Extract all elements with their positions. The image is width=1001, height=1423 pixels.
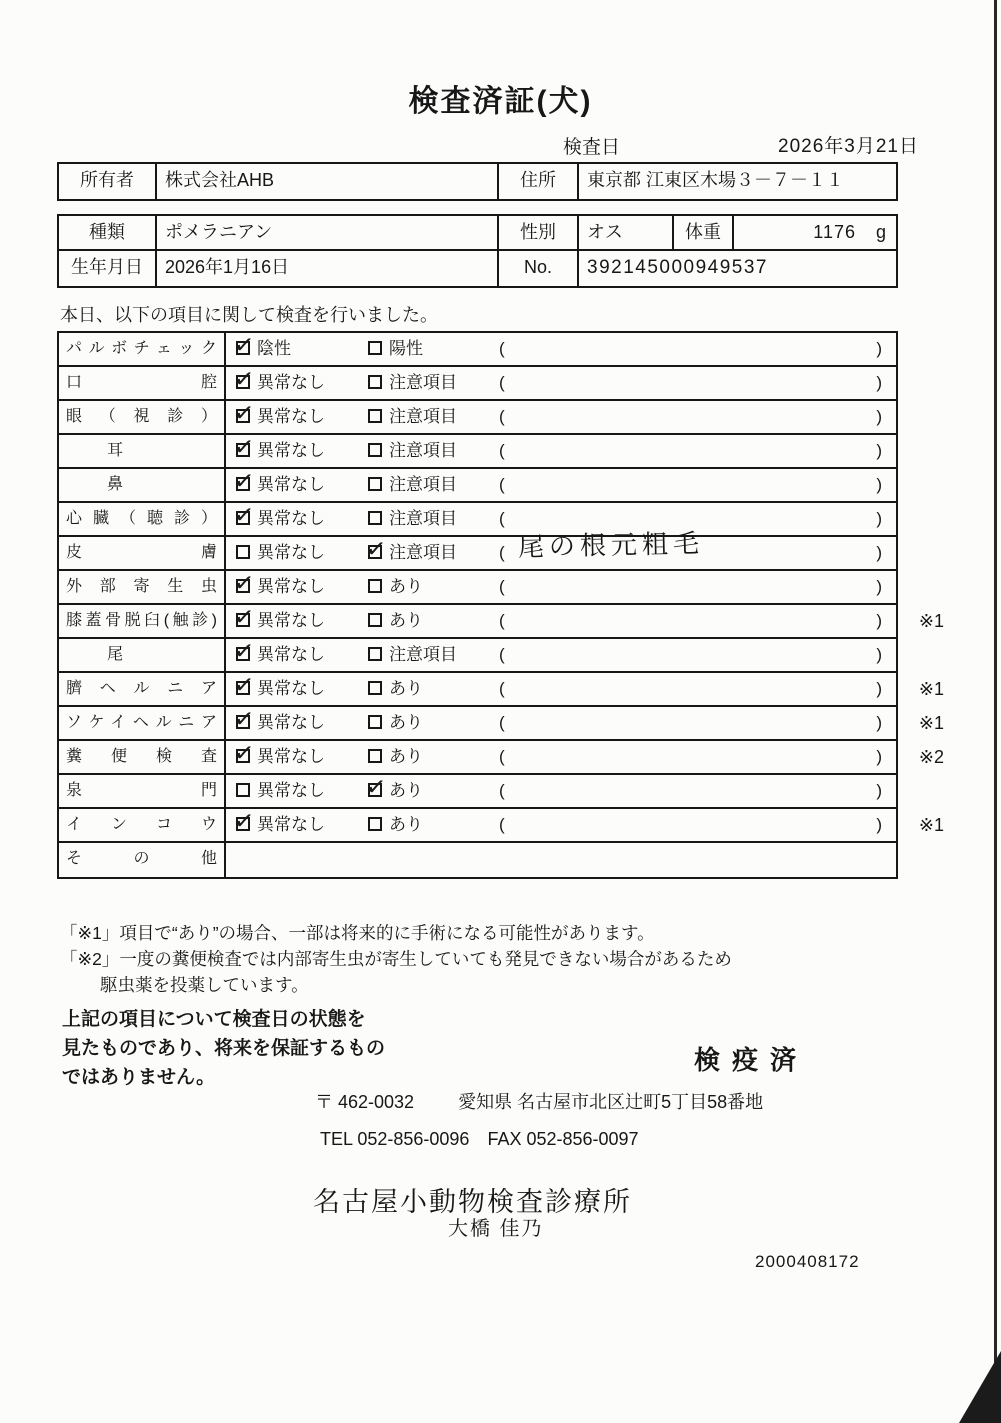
tel-number: TEL 052-856-0096 — [320, 1129, 470, 1149]
option1-label: 異常なし — [257, 577, 325, 596]
option2-label: あり — [389, 611, 423, 630]
option1-label: 異常なし — [257, 747, 325, 766]
item-label: 臍ヘルニア — [59, 673, 226, 705]
checkbox-icon — [368, 477, 382, 491]
item-label: 心臓（聴診） — [59, 503, 226, 535]
checklist-row — [59, 639, 896, 673]
option2-label: あり — [389, 781, 423, 800]
scan-corner-artifact — [959, 1351, 1001, 1423]
paren-close: ) — [876, 373, 882, 392]
item-options — [226, 529, 896, 569]
checklist-table — [57, 331, 944, 879]
quarantine-stamp: 検疫済 — [694, 1045, 809, 1075]
owner-label: 所有者 — [59, 164, 157, 199]
checkbox-icon — [236, 511, 250, 525]
paren-close: ) — [876, 509, 882, 528]
checkbox-icon — [368, 511, 382, 525]
paren-open: ( — [499, 339, 505, 358]
option1-label: 異常なし — [257, 781, 325, 800]
birthdate-value: 2026年1月16日 — [157, 251, 499, 286]
footnote-mark: ※1 — [918, 679, 944, 699]
id-number-label: No. — [499, 251, 579, 286]
paren-close: ) — [876, 407, 882, 426]
checkbox-icon — [236, 341, 250, 355]
option2-label: あり — [389, 747, 423, 766]
paren-open: ( — [499, 713, 505, 732]
paren-open: ( — [499, 815, 505, 834]
checkbox-icon — [236, 749, 250, 763]
item-label: ソケイヘルニア — [59, 707, 226, 739]
paren-open: ( — [499, 679, 505, 698]
pet-info-table — [57, 214, 898, 288]
checkbox-icon — [368, 545, 382, 559]
paren-close: ) — [876, 441, 882, 460]
checkbox-icon — [368, 341, 382, 355]
paren-close: ) — [876, 679, 882, 698]
disclaimer-line-2: 見たものであり、将来を保証するもの — [62, 1038, 386, 1059]
paren-open: ( — [499, 747, 505, 766]
checkbox-icon — [368, 715, 382, 729]
option1-label: 異常なし — [257, 611, 325, 630]
paren-open: ( — [499, 577, 505, 596]
inspection-date-value: 2026年3月21日 — [778, 136, 919, 157]
checkbox-icon — [368, 409, 382, 423]
footnote-mark: ※1 — [918, 713, 944, 733]
checkbox-icon — [236, 681, 250, 695]
option1-label: 異常なし — [257, 407, 325, 426]
inspection-date-label: 検査日 — [563, 137, 621, 158]
checkbox-icon — [368, 443, 382, 457]
item-options — [226, 333, 896, 365]
weight-label: 体重 — [674, 216, 734, 249]
checkbox-icon — [236, 613, 250, 627]
checkbox-icon — [368, 647, 382, 661]
checklist-row — [59, 775, 896, 809]
owner-value: 株式会社AHB — [157, 164, 499, 199]
breed-label: 種類 — [59, 216, 157, 249]
item-options — [226, 639, 896, 671]
item-label: 皮膚 — [59, 537, 226, 569]
checkbox-icon — [236, 375, 250, 389]
paren-close: ) — [876, 543, 882, 562]
pet-info-row-2 — [59, 251, 896, 286]
checklist-row — [59, 469, 896, 503]
clinic-phone-row — [320, 1129, 639, 1150]
option1-label: 異常なし — [257, 441, 325, 460]
checkbox-icon — [236, 783, 250, 797]
birthdate-label: 生年月日 — [59, 251, 157, 286]
serial-number: 2000408172 — [755, 1252, 860, 1271]
paren-open: ( — [499, 373, 505, 392]
option2-label: 注意項目 — [389, 645, 457, 664]
checklist-row — [59, 529, 896, 571]
sex-label: 性別 — [499, 216, 579, 249]
footnote-mark: ※1 — [918, 611, 944, 631]
item-options — [226, 435, 896, 467]
paren-close: ) — [876, 611, 882, 630]
item-options — [226, 707, 944, 739]
owner-row — [59, 164, 896, 199]
checklist-row — [59, 503, 896, 537]
option2-label: あり — [389, 713, 423, 732]
clinic-address: 愛知県 名古屋市北区辻町5丁目58番地 — [458, 1092, 764, 1112]
option1-label: 異常なし — [257, 475, 325, 494]
item-label: インコウ — [59, 809, 226, 841]
intro-statement: 本日、以下の項目に関して検査を行いました。 — [60, 305, 438, 325]
weight-value — [734, 216, 896, 249]
disclaimer-line-1: 上記の項目について検査日の状態を — [62, 1009, 366, 1030]
checkbox-icon — [368, 817, 382, 831]
checkbox-icon — [236, 545, 250, 559]
scan-edge-artifact — [994, 0, 997, 1423]
option1-label: 異常なし — [257, 679, 325, 698]
item-options — [226, 367, 896, 399]
fax-number: FAX 052-856-0097 — [487, 1129, 639, 1149]
handwritten-note: 尾の根元粗毛 — [517, 529, 705, 563]
checklist-row — [59, 605, 944, 639]
paren-open: ( — [499, 645, 505, 664]
paren-open: ( — [499, 543, 505, 562]
option2-label: あり — [389, 577, 423, 596]
paren-open: ( — [499, 781, 505, 800]
option2-label: 注意項目 — [389, 509, 457, 528]
footnote-mark: ※2 — [918, 747, 944, 767]
option1-label: 異常なし — [257, 509, 325, 528]
item-label: 口腔 — [59, 367, 226, 399]
item-label: 外部寄生虫 — [59, 571, 226, 603]
item-label: 尾 — [59, 639, 226, 671]
paren-close: ) — [876, 713, 882, 732]
item-options — [226, 809, 944, 841]
paren-close: ) — [876, 339, 882, 358]
checkbox-icon — [368, 579, 382, 593]
paren-open: ( — [499, 407, 505, 426]
item-options — [226, 401, 896, 433]
checklist-row — [59, 809, 944, 843]
footnote-1: 「※1」項目で“あり”の場合、一部は将来的に手術になる可能性があります。 — [60, 923, 655, 943]
checkbox-icon — [368, 613, 382, 627]
option1-label: 異常なし — [257, 713, 325, 732]
weight-unit: g — [875, 222, 886, 242]
paren-close: ) — [876, 577, 882, 596]
footnote-mark: ※1 — [918, 815, 944, 835]
option2-label: 注意項目 — [389, 407, 457, 426]
item-label: 耳 — [59, 435, 226, 467]
address-value: 東京都 江東区木場３－７－１１ — [587, 170, 844, 190]
item-options — [226, 673, 944, 705]
item-options — [226, 605, 944, 637]
checkbox-icon — [236, 477, 250, 491]
item-label: 糞便検査 — [59, 741, 226, 773]
clinic-address-row — [315, 1088, 763, 1114]
breed-value: ポメラニアン — [157, 216, 499, 249]
paren-close: ) — [876, 747, 882, 766]
option2-label: 注意項目 — [389, 441, 457, 460]
veterinarian-name: 大橋 佳乃 — [448, 1218, 544, 1240]
paren-close: ) — [876, 781, 882, 800]
checklist-row — [59, 843, 896, 877]
checklist-row — [59, 571, 896, 605]
paren-close: ) — [876, 475, 882, 494]
checkbox-icon — [236, 443, 250, 457]
checklist-row — [59, 673, 944, 707]
checkbox-icon — [236, 817, 250, 831]
footnote-2-continued: 駆虫薬を投薬しています。 — [100, 975, 309, 995]
checklist-row — [59, 401, 896, 435]
paren-open: ( — [499, 475, 505, 494]
option1-label: 異常なし — [257, 373, 325, 392]
option1-label: 異常なし — [257, 645, 325, 664]
paren-open: ( — [499, 441, 505, 460]
checklist-row — [59, 367, 896, 401]
footnote-2: 「※2」一度の糞便検査では内部寄生虫が寄生していても発見できない場合があるため — [60, 949, 732, 969]
item-options — [226, 775, 896, 807]
item-label: 泉門 — [59, 775, 226, 807]
checkbox-icon — [368, 783, 382, 797]
checklist-row — [59, 707, 944, 741]
disclaimer-text — [62, 1005, 385, 1092]
item-options — [226, 469, 896, 501]
paren-close: ) — [876, 645, 882, 664]
checklist-row — [59, 435, 896, 469]
item-label: その他 — [59, 843, 226, 877]
checkbox-icon — [236, 715, 250, 729]
checkbox-icon — [236, 579, 250, 593]
checkbox-icon — [236, 409, 250, 423]
option2-label: 注意項目 — [389, 475, 457, 494]
option2-label: あり — [389, 815, 423, 834]
checklist-row — [59, 741, 944, 775]
paren-open: ( — [499, 509, 505, 528]
item-options — [226, 843, 896, 877]
sex-value: オス — [579, 216, 674, 249]
paren-close: ) — [876, 815, 882, 834]
option2-label: 陽性 — [389, 339, 423, 358]
paren-open: ( — [499, 611, 505, 630]
weight-number: 1176 — [813, 222, 856, 242]
option1-label: 陰性 — [257, 339, 291, 358]
item-label: 鼻 — [59, 469, 226, 501]
checkbox-icon — [368, 681, 382, 695]
item-label: パルボチェック — [59, 333, 226, 365]
option2-label: 注意項目 — [389, 543, 457, 562]
checklist-row — [59, 333, 896, 367]
item-options — [226, 741, 944, 773]
option2-label: 注意項目 — [389, 373, 457, 392]
page-title: 検査済証(犬) — [408, 85, 593, 118]
checkbox-icon — [368, 749, 382, 763]
pet-info-row-1 — [59, 216, 896, 251]
item-label: 眼（視診） — [59, 401, 226, 433]
option2-label: あり — [389, 679, 423, 698]
address-label: 住所 — [499, 164, 579, 199]
checkbox-icon — [368, 375, 382, 389]
id-number-value: 392145000949537 — [587, 257, 769, 278]
option1-label: 異常なし — [257, 815, 325, 834]
item-label: 膝蓋骨脱臼(触診) — [59, 605, 226, 637]
item-options — [226, 571, 896, 603]
clinic-name: 名古屋小動物検査診療所 — [313, 1187, 632, 1217]
owner-table — [57, 162, 898, 201]
disclaimer-line-3: ではありません。 — [62, 1067, 216, 1088]
postal-code: 〒 462-0032 — [315, 1092, 415, 1112]
option1-label: 異常なし — [257, 543, 325, 562]
checkbox-icon — [236, 647, 250, 661]
